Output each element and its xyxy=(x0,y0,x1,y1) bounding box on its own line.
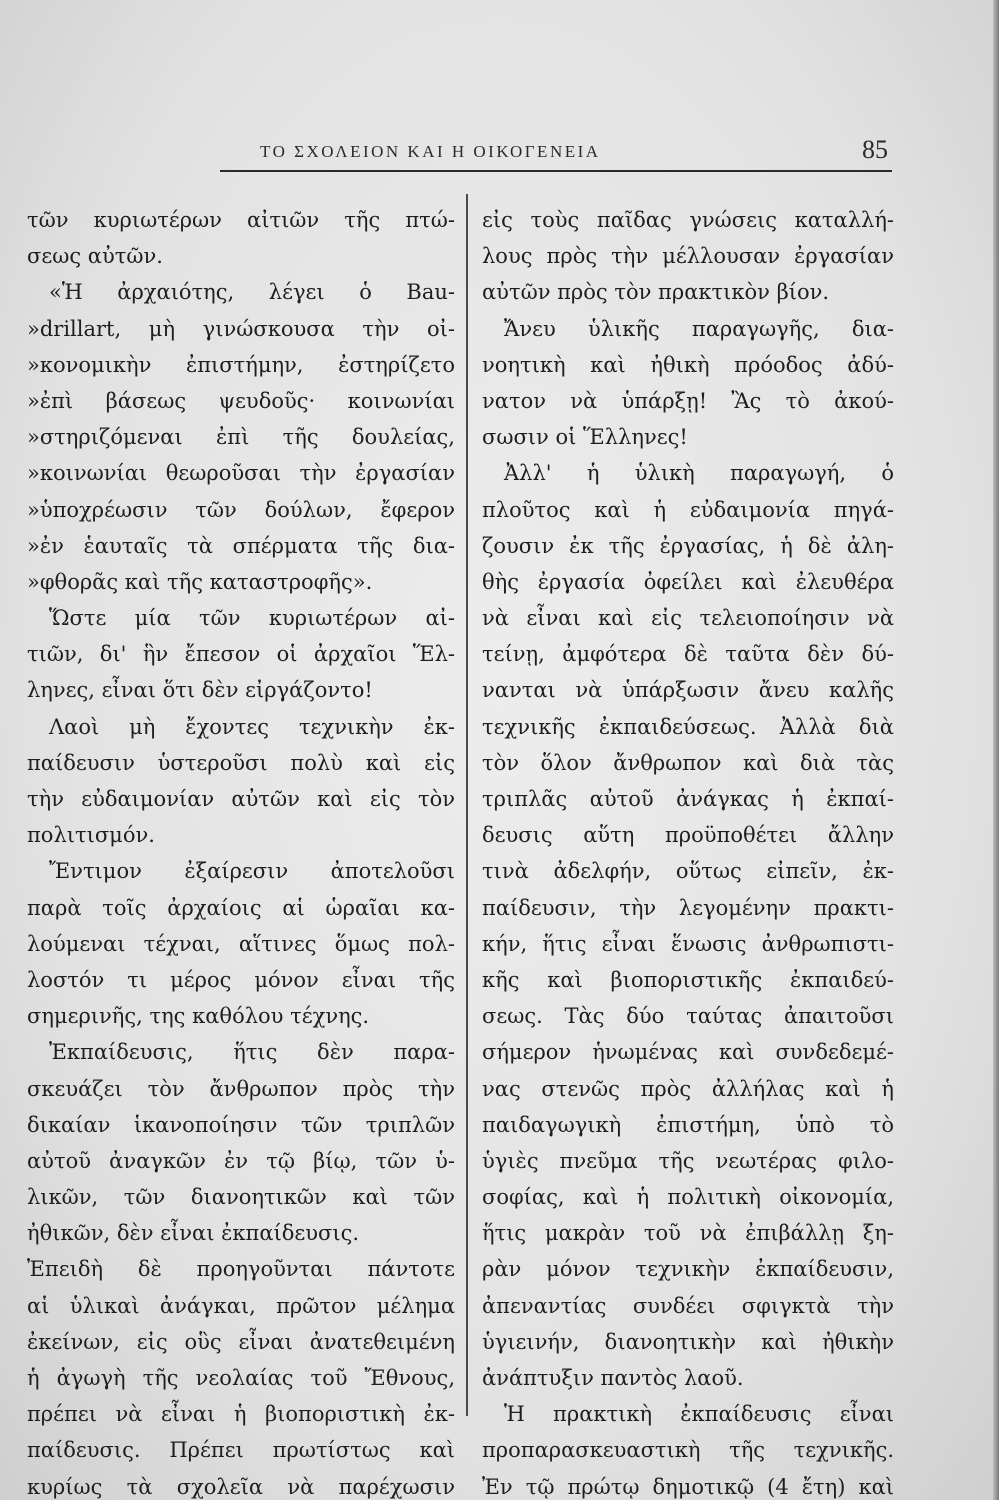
text-line: σήμερον ἡνωμένας καὶ συνδεδεμέ- xyxy=(482,1040,894,1065)
text-line: αὐτοῦ ἀναγκῶν ἐν τῷ βίῳ, τῶν ὑ- xyxy=(27,1148,455,1173)
text-line: προπαρασκευαστικὴ τῆς τεχνικῆς. xyxy=(482,1438,894,1463)
text-line: ἀνάπτυξιν παντὸς λαοῦ. xyxy=(482,1366,744,1390)
text-line: λούμεναι τέχναι, αἵτινες ὅμως πολ- xyxy=(27,931,455,956)
running-title: ΤΟ ΣΧΟΛΕΙΟΝ ΚΑΙ Η ΟΙΚΟΓΕΝΕΙΑ xyxy=(260,142,601,161)
text-line: ὑγιὲς πνεῦμα τῆς νεωτέρας φιλο- xyxy=(482,1148,894,1173)
text-line: παρὰ τοῖς ἀρχαίοις αἱ ὡραῖαι κα- xyxy=(27,895,455,920)
text-line: Λαοὶ μὴ ἔχοντες τεχνικὴν ἐκ- xyxy=(49,714,455,739)
text-line: Ὥστε μία τῶν κυριωτέρων αἰ- xyxy=(49,606,455,631)
text-line: κυρίως τὰ σχολεῖα νὰ παρέχωσιν xyxy=(27,1474,455,1499)
text-line: τῶν κυριωτέρων αἰτιῶν τῆς πτώ- xyxy=(27,208,455,232)
text-line: ἥτις μακρὰν τοῦ νὰ ἐπιβάλλῃ ξη- xyxy=(482,1221,894,1246)
text-line: ἠθικῶν, δὲν εἶναι ἐκπαίδευσις. xyxy=(27,1221,360,1246)
text-line: αἱ ὑλικαὶ ἀνάγκαι, πρῶτον μέλημα xyxy=(27,1293,455,1318)
text-line: κήν, ἥτις εἶναι ἕνωσις ἀνθρωπιστι- xyxy=(482,931,894,956)
text-line: »ἐπὶ βάσεως ψευδοῦς· κοινωνίαι xyxy=(27,388,455,413)
text-line: παίδευσιν ὑστεροῦσι πολὺ καὶ εἰς xyxy=(27,750,455,775)
text-line: νὰ εἶναι καὶ εἰς τελειοποίησιν νὰ xyxy=(482,606,894,631)
text-line: »ὑποχρέωσιν τῶν δούλων, ἔφερον xyxy=(27,497,455,522)
text-line: κῆς καὶ βιοποριστικῆς ἐκπαιδεύ- xyxy=(482,967,894,992)
text-line: «Ἡ ἀρχαιότης, λέγει ὁ Bau- xyxy=(49,280,455,305)
text-line: νας στενῶς πρὸς ἀλλήλας καὶ ἡ xyxy=(482,1076,894,1101)
text-line: παίδευσις. Πρέπει πρωτίστως καὶ xyxy=(27,1438,455,1463)
text-line: ληνες, εἶναι ὅτι δὲν εἰργάζοντο! xyxy=(27,678,373,703)
text-line: Ἄνευ ὑλικῆς παραγωγῆς, δια- xyxy=(504,316,894,341)
text-line: ἀπεναντίας συνδέει σφιγκτὰ τὴν xyxy=(482,1293,894,1318)
text-line: σεως αὐτῶν. xyxy=(27,244,163,269)
text-line: ἐκείνων, εἰς οὓς εἶναι ἀνατεθειμένη xyxy=(27,1329,455,1354)
text-line: θὴς ἐργασία ὀφείλει καὶ ἐλευθέρα xyxy=(482,569,894,594)
text-line: τιῶν, δι' ἣν ἔπεσον οἱ ἀρχαῖοι Ἕλ- xyxy=(27,642,455,667)
text-line: »κοινωνίαι θεωροῦσαι τὴν ἐργασίαν xyxy=(27,461,455,486)
text-line: τεχνικῆς ἐκπαιδεύσεως. Ἀλλὰ διὰ xyxy=(482,714,894,739)
text-line: τὸν ὅλον ἄνθρωπον καὶ διὰ τὰς xyxy=(482,750,894,775)
text-line: λοστόν τι μέρος μόνον εἶναι τῆς xyxy=(27,967,455,992)
text-line: »στηριζόμεναι ἐπὶ τῆς δουλείας, xyxy=(27,425,455,450)
text-line: ζουσιν ἐκ τῆς ἐργασίας, ἡ δὲ ἀλη- xyxy=(482,533,894,558)
text-line: Ἐπειδὴ δὲ προηγοῦνται πάντοτε xyxy=(27,1257,455,1282)
column-divider xyxy=(466,194,468,1416)
text-line: »κονομικὴν ἐπιστήμην, ἐστηρίζετο xyxy=(27,352,455,377)
text-line: νατον νὰ ὑπάρξῃ! Ἂς τὸ ἀκού- xyxy=(482,388,894,413)
text-line: Ἐκπαίδευσις, ἥτις δὲν παρα- xyxy=(49,1040,455,1065)
text-line: Ἔντιμον ἐξαίρεσιν ἀποτελοῦσι xyxy=(49,859,455,884)
text-line: ρὰν μόνον τεχνικὴν ἐκπαίδευσιν, xyxy=(482,1257,894,1282)
text-line: »drillart, μὴ γινώσκουσα τὴν οἰ- xyxy=(27,316,455,341)
text-line: Ἐν τῷ πρώτῳ δημοτικῷ (4 ἔτη) καὶ xyxy=(482,1474,894,1499)
text-line: σωσιν οἱ Ἕλληνες! xyxy=(482,425,688,450)
text-line: πρέπει νὰ εἶναι ἡ βιοποριστικὴ ἐκ- xyxy=(27,1402,455,1427)
text-line: λικῶν, τῶν διανοητικῶν καὶ τῶν xyxy=(27,1185,455,1210)
text-line: σοφίας, καὶ ἡ πολιτικὴ οἰκονομία, xyxy=(482,1185,894,1210)
text-line: δικαίαν ἱκανοποίησιν τῶν τριπλῶν xyxy=(27,1112,455,1137)
text-line: Ἡ πρακτικὴ ἐκπαίδευσις εἶναι xyxy=(504,1402,894,1427)
text-line: σκευάζει τὸν ἄνθρωπον πρὸς τὴν xyxy=(27,1076,455,1101)
text-line: λους πρὸς τὴν μέλλουσαν ἐργασίαν xyxy=(482,244,894,269)
page-header xyxy=(220,134,892,172)
text-line: παιδαγωγικὴ ἐπιστήμη, ὑπὸ τὸ xyxy=(482,1112,894,1137)
text-line: ἡ ἀγωγὴ τῆς νεολαίας τοῦ Ἔθνους, xyxy=(27,1366,455,1390)
left-column xyxy=(27,202,455,1500)
text-line: »ἐν ἑαυταῖς τὰ σπέρματα τῆς δια- xyxy=(27,533,455,558)
text-line: ὑγιεινήν, διανοητικὴν καὶ ἠθικὴν xyxy=(482,1329,894,1354)
text-line: »φθορᾶς καὶ τῆς καταστροφῆς». xyxy=(27,569,373,594)
text-line: τείνῃ, ἀμφότερα δὲ ταῦτα δὲν δύ- xyxy=(482,642,894,667)
page-number: 85 xyxy=(862,135,888,164)
text-line: αὐτῶν πρὸς τὸν πρακτικὸν βίον. xyxy=(482,280,830,305)
text-line: τὴν εὐδαιμονίαν αὐτῶν καὶ εἰς τὸν xyxy=(27,787,455,811)
text-line: πολιτισμόν. xyxy=(27,823,155,848)
text-line: σημερινῆς, της καθόλου τέχνης. xyxy=(27,1004,370,1029)
text-line: δευσις αὕτη προϋποθέτει ἄλλην xyxy=(482,823,894,848)
text-line: παίδευσιν, τὴν λεγομένην πρακτι- xyxy=(482,895,894,920)
text-line: εἰς τοὺς παῖδας γνώσεις καταλλή- xyxy=(482,208,894,232)
text-line: Ἀλλ' ἡ ὑλικὴ παραγωγή, ὁ xyxy=(504,461,894,486)
page-edge xyxy=(993,0,999,1500)
text-line: νανται νὰ ὑπάρξωσιν ἄνευ καλῆς xyxy=(482,678,894,703)
right-column xyxy=(482,202,894,1500)
text-line: πλοῦτος καὶ ἡ εὐδαιμονία πηγά- xyxy=(482,497,894,522)
text-line: τινὰ ἀδελφήν, οὕτως εἰπεῖν, ἐκ- xyxy=(482,859,894,884)
text-line: σεως. Τὰς δύο ταύτας ἀπαιτοῦσι xyxy=(482,1004,894,1029)
text-line: νοητικὴ καὶ ἠθικὴ πρόοδος ἀδύ- xyxy=(482,352,894,377)
text-line: τριπλᾶς αὐτοῦ ἀνάγκας ἡ ἐκπαί- xyxy=(482,787,894,811)
